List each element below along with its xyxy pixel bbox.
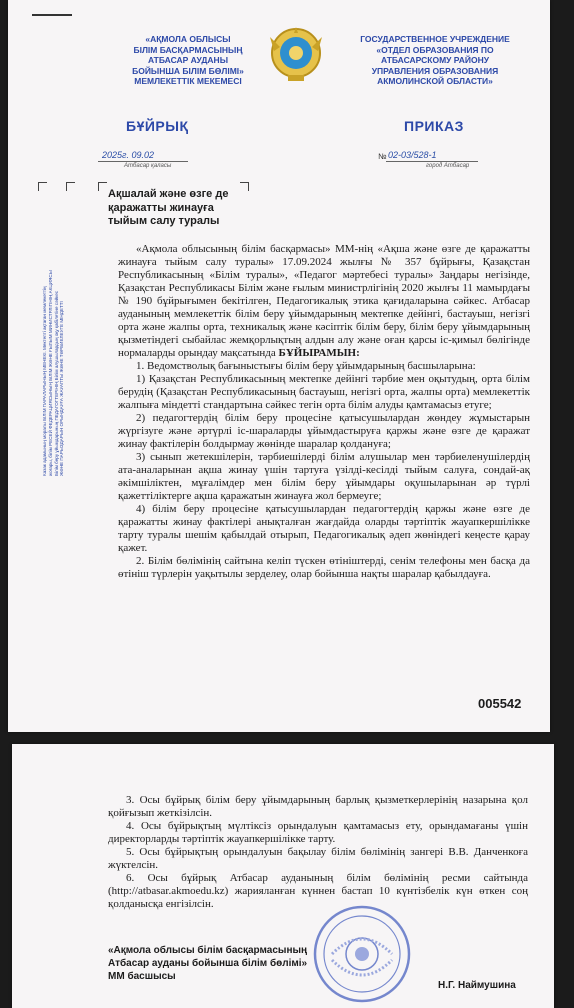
order-date: 2025г. 09.02 (102, 150, 154, 160)
official-seal-icon (312, 904, 412, 1004)
command-word: БҰЙЫРАМЫН: (278, 347, 360, 359)
header-right-line: ГОСУДАРСТВЕННОЕ УЧРЕЖДЕНИЕ (360, 34, 510, 44)
state-emblem-icon (270, 25, 322, 85)
document-page-1 (8, 0, 550, 732)
header-left-kz (98, 34, 278, 87)
vertical-note-line: жоғары, білім РЕСЕЙ ФЕДЕРАЦИЯСЫНЫҢ БІЛІМ ЖӘНЕ ҒЫЛЫМ МИНИСТРЛІГІНІҢ АКЦИЯСЫ (47, 270, 53, 476)
order-body (118, 243, 530, 581)
vertical-note-line: Казак адамының моралы БІЛІМ ПАРАЛАРЫНЫҢ МЕНЕКІ. Мектепті ақтаған мемлекеттің (42, 286, 47, 476)
order-title-kz: БҰЙРЫҚ (126, 118, 189, 134)
bracket-corner (66, 182, 75, 191)
body-item: 3) сынып жетекшілерін, тәрбиешілерді білім алушылар мен тәрбиеленушілердің ата-аналарынан ақша жинау үшін тартуға үзілді-кесілді тыйым салуға, сондай-ақ әкімшіліктен, мұғалімдер мен білім беру ұйымдары оқушыларынан әр түрлі қажеттіліктерге ақша қаражатын жинауға жол бермеуге; (118, 451, 530, 502)
body-item: 1. Ведомстволық бағыныстығы білім беру ұйымдарының басшыларына: (136, 360, 476, 372)
header-right-ru (340, 34, 530, 87)
subject-line: қаражатты жинауға (108, 201, 214, 214)
serial-number: 005542 (478, 696, 522, 711)
body-item: 1) Қазақстан Республикасының мектепке дейінгі тәрбие мен оқытудың, орта білім берудің (Қазақстан Республикасының бастауыш, негізгі орта, жалпы орта) мемлекеттік жалпыға міндетті стандартына сәйкес тегін орта білім алуды қамтамасыз етуге; (118, 373, 530, 411)
document-page-2 (12, 744, 554, 1008)
vertical-note-line: Білім беру ұйымдарының ПЕДАГОГТЕРІНІҢ Білім алушылардың оқу қабілетіне сәйкес (53, 290, 59, 476)
date-underline (98, 161, 188, 162)
header-left-line: БОЙЫНША БІЛІМ БӨЛІМІ» (132, 65, 244, 76)
subject-line: тыйым салу туралы (108, 215, 220, 227)
header-right-line: АТБАСАРСКОМУ РАЙОНУ (380, 55, 490, 65)
body-item: 4) білім беру процесіне қатысушылардан педагогтердің қаржы және өзге де қаражатты жинау фактілері анықталған жағдайда оларды тәртіптік жауапкершілікке тарту туралы шешім қабылдай отырып, Педагогикалық әдеп жөніндегі кеңесте қарау қажет. (118, 503, 530, 554)
signatory-line: ММ басшысы (108, 971, 176, 982)
signatory-line: Атбасар ауданы бойынша білім бөлімі» (108, 958, 308, 969)
body-intro (118, 243, 530, 360)
intro-text: «Ақмола облысының білім басқармасы» ММ-нің «Ақша және өзге де қаражатты жинауға тыйым салу туралы» 17.09.2024 жылғы № 357 бұйрығы, Қазақстан Республикасының «Білім туралы», «Педагог мәртебесі туралы» Заңдары негізінде, Қазақстан Республикасы Білім және ғылым министрлігінің 2020 жылғы 11 мамырдағы № 190 бұйрығымен бекітілген, Педагогикалық этика қағидаларына сәйкес. Атбасар ауданының мемлекеттік білім беру ұйымдарының мектепке дейінгі, бастауыш, негізгі орта және жалпы орта, техникалық және кәсіптік білім беру, білім беру ұйымдарының қызметіндегі сыбайлас жемқорлықтың алдын алу және оған қарсы іс-қимыл бөлігінде нормаларды орындау мақсатында (118, 243, 530, 359)
header-right-line: «ОТДЕЛ ОБРАЗОВАНИЯ ПО (376, 44, 494, 55)
bracket-corner (38, 182, 47, 191)
body-item: 6. Осы бұйрық Атбасар ауданының білім бөлімінің ресми сайтында (http://atbasar.akmoedu.kz) жарияланған күннен бастап 10 күнтізбелік күн өткен соң қолданысқа енгізілсін. (108, 872, 528, 910)
header-right-line: АКМОЛИНСКОЙ ОБЛАСТИ» (377, 76, 493, 86)
header-right-line: УПРАВЛЕНИЯ ОБРАЗОВАНИЯ (371, 65, 499, 76)
body-item: 4. Осы бұйрықтың мүлтіксіз орындалуын қамтамасыз ету, орындамағаны үшін директорларды тәртіптік жауапкершілікке тарту. (108, 820, 528, 845)
order-subject (108, 188, 248, 229)
place-kz: Атбасар қаласы (124, 163, 172, 169)
body-item: 5. Осы бұйрықтың орындалуын бақылау білім бөлімінің зангері В.В. Данченкоға жүктелсін. (108, 846, 528, 871)
bracket-corner (98, 182, 107, 191)
vertical-note-line: ЖӘНЕ ПАРЫЗДАРЫН ОРЫНДАУҒА ЖАУАПТЫ ЖӘНЕ ТӘРБИЕЛЕУГЕ МІНДЕТТІ (59, 301, 65, 476)
body-item: 2) педагогтердің білім беру процесіне қатысушылардан жөндеу жұмыстарын жүргізуге және әртүрлі іс-шараларды ұйымдастыруға қаржы және өзге де қаражат жинау фактілерін болдырмау жөнінде шаралар қолдануға; (118, 412, 530, 450)
subject-line: Ақшалай және өзге де (108, 188, 229, 200)
order-title-ru: ПРИКАЗ (404, 118, 464, 134)
number-underline (386, 161, 478, 162)
order-number: 02-03/528-1 (388, 150, 437, 160)
vertical-margin-note (42, 248, 72, 476)
signatory-position (108, 944, 307, 983)
header-left-line: МЕМЛЕКЕТТІК МЕКЕМЕСІ (134, 76, 242, 86)
header-left-line: «АҚМОЛА ОБЛЫСЫ (145, 34, 231, 44)
place-ru: город Атбасар (426, 163, 470, 169)
order-body-continued (108, 794, 528, 911)
signatory-line: «Ақмола облысы білім басқармасының (108, 945, 308, 956)
corner-mark (32, 14, 72, 16)
number-prefix: № (378, 152, 387, 161)
signatory-name: Н.Г. Наймушина (438, 980, 516, 991)
header-left-line: АТБАСАР АУДАНЫ (147, 55, 229, 65)
body-item: 2. Білім бөлімінің сайтына келіп түскен өтініштерді, сенім телефоны мен басқа да өтініш түрлерін уақытылы зерделеу, олар бойынша нақты шаралар қабылдауға. (118, 555, 530, 580)
body-item: 3. Осы бұйрық білім беру ұйымдарының барлық қызметкерлерінің назарына қол қойғызып жеткізілсін. (108, 794, 528, 819)
header-left-line: БІЛІМ БАСҚАРМАСЫНЫҢ (133, 44, 243, 55)
